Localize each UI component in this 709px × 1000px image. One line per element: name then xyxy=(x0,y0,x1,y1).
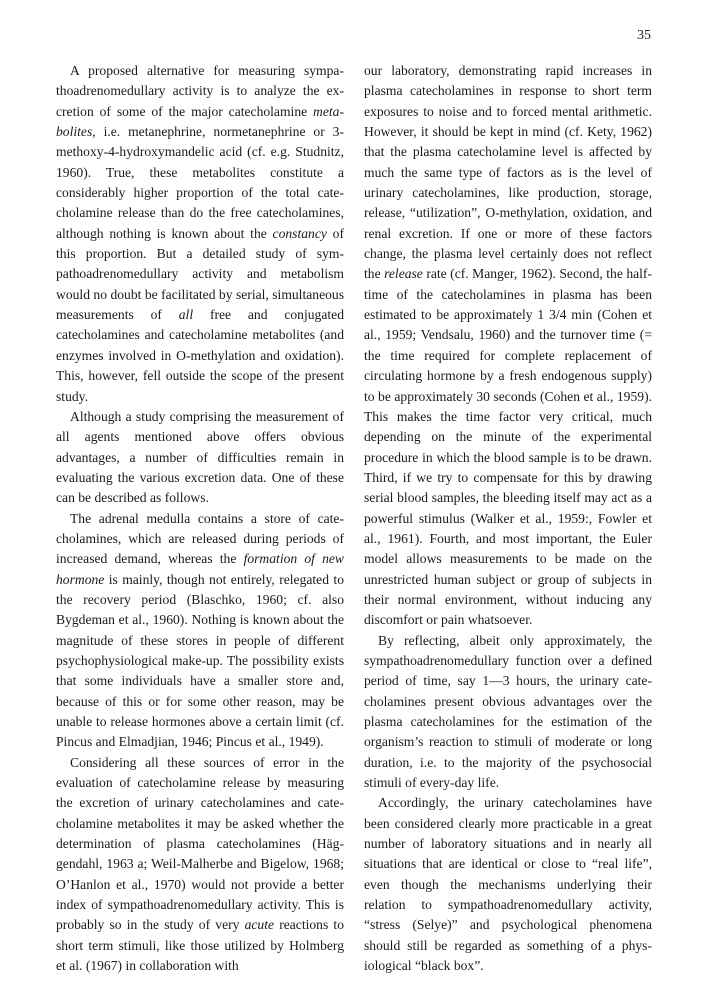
text-run: free and conjugated catecholamines and catecholamine metabolites (and enzymes involved in O-methylation and oxidation). This, however, fell outside the scope of the present study. xyxy=(56,307,344,404)
italic-text: acute xyxy=(244,917,275,933)
paragraph xyxy=(364,61,652,631)
text-run: i.e. metanephrine, normetanephrine or 3-methoxy-4-hydroxymandelic acid (cf. e.g. Studnitz, 1960). True, these metabolites constitute a considerably higher proportion of the total catecholamine release than do the free catecholamines, although nothing is known about the xyxy=(56,124,344,241)
text-run: our laboratory, demonstrating rapid increases in plasma catecholamines in response to short term exposures to noise and to forced mental arithmetic. However, it should be kept in mind (cf. Kety, 1962) that the plasma catecholamine level is affected by much the same type of factors as is the level of urinary catecholamines, like production, storage, release, “utilization”, O-methylation, oxidation, and renal excretion. If one or more of these factors change, the plasma level certainly does not reflect the xyxy=(364,63,652,282)
italic-text: constancy xyxy=(272,225,327,241)
text-run: The adrenal medulla contains a store of catecholamines, which are released during periods of increased demand, whereas the xyxy=(56,510,344,567)
text-run: Although a study comprising the measurement of all agents mentioned above offers obvious advantages, a number of difficulties remain in evaluating the various excretion data. One of these can be described as follows. xyxy=(56,408,344,506)
right-column xyxy=(364,61,652,976)
text-run: By reflecting, albeit only approximately, the sympathoadrenomedullary function over a defined period of time, say 1—3 hours, the urinary catecholamines present obvious advantages over the plasma catecholamines for the estimation of the organism’s reaction to stimuli of moderate or long duration, i.e. to the majority of the psychosocial stimuli of every-day life. xyxy=(364,632,652,791)
italic-text: release xyxy=(384,266,423,282)
paragraph xyxy=(56,753,344,977)
text-run: rate (cf. Manger, 1962). Second, the half-time of the catecholamines in plasma has been estimated to be approximately 1 3/4 min (Cohen et al., 1959; Vendsalu, 1960) and the turnover time (= the time required for complete replacement of circulating hormone by a fresh endogenous supply) to be approximately 30 seconds (Cohen et al., 1959). This makes the time factor very critical, much depending on the minute of the experimental procedure in which the blood sample is to be drawn. Third, if we try to compensate for this by drawing serial blood samples, the bleeding itself may act as a powerful stimulus (Walker et al., 1959:, Fowler et al., 1961). Fourth, and most important, the Euler model allows measurements to be made on the unrestricted human subject or group of subjects in their normal environment, without inducing any discomfort or pain whatsoever. xyxy=(364,266,652,628)
paragraph xyxy=(364,631,652,794)
italic-text: metabolites, xyxy=(56,103,344,140)
paragraph xyxy=(364,793,652,976)
text-run: of this proportion. But a detailed study of sympathoadrenomedullary activity and metabolism would no doubt be facilitated by serial, simultaneous measurements of xyxy=(56,225,344,323)
left-column xyxy=(56,61,344,976)
paragraph xyxy=(56,61,344,407)
text-run: Considering all these sources of error in the evaluation of catecholamine release by measuring the excretion of urinary catecholamines and catecholamine metabolites it may be asked whether the determination of plasma catecholamines (Häggendahl, 1963 a; Weil-Malherbe and Bigelow, 1968; O’Hanlon et al., 1970) would not provide a better index of sympathoadrenomedullary activity. This is probably so in the study of very xyxy=(56,754,344,933)
italic-text: formation of new hormone xyxy=(56,551,344,587)
italic-text: all xyxy=(178,307,194,323)
paragraph xyxy=(56,407,344,509)
page-number: 35 xyxy=(637,28,651,43)
text-run: reactions to short term stimuli, like those utilized by Holmberg et al. (1967) in collaboration with xyxy=(56,917,344,974)
text-run: is mainly, though not entirely, relegated to the recovery period (Blaschko, 1960; cf. also Bygdeman et al., 1960). Nothing is known about the magnitude of these stores in people of different psychophysiological make-up. The possibility exists that some individuals have a smaller store and, because of this or for some other reason, may be unable to release hormones above a certain limit (cf. Pincus and Elmadjian, 1946; Pincus et al., 1949). xyxy=(56,571,344,750)
paragraph xyxy=(56,509,344,753)
text-run: Accordingly, the urinary catecholamines have been considered clearly more practicable in a great number of laboratory situations and in nearly all situations that are identical or close to “real life”, even though the mechanisms underlying their relation to sympathoadrenomedullary activity, “stress (Selye)” and psychological phenomena should still be regarded as something of a physiological “black box”. xyxy=(364,795,652,974)
text-run: A proposed alternative for measuring sympathoadrenomedullary activity is to analyze the excretion of some of the major catecholamine xyxy=(56,63,344,119)
